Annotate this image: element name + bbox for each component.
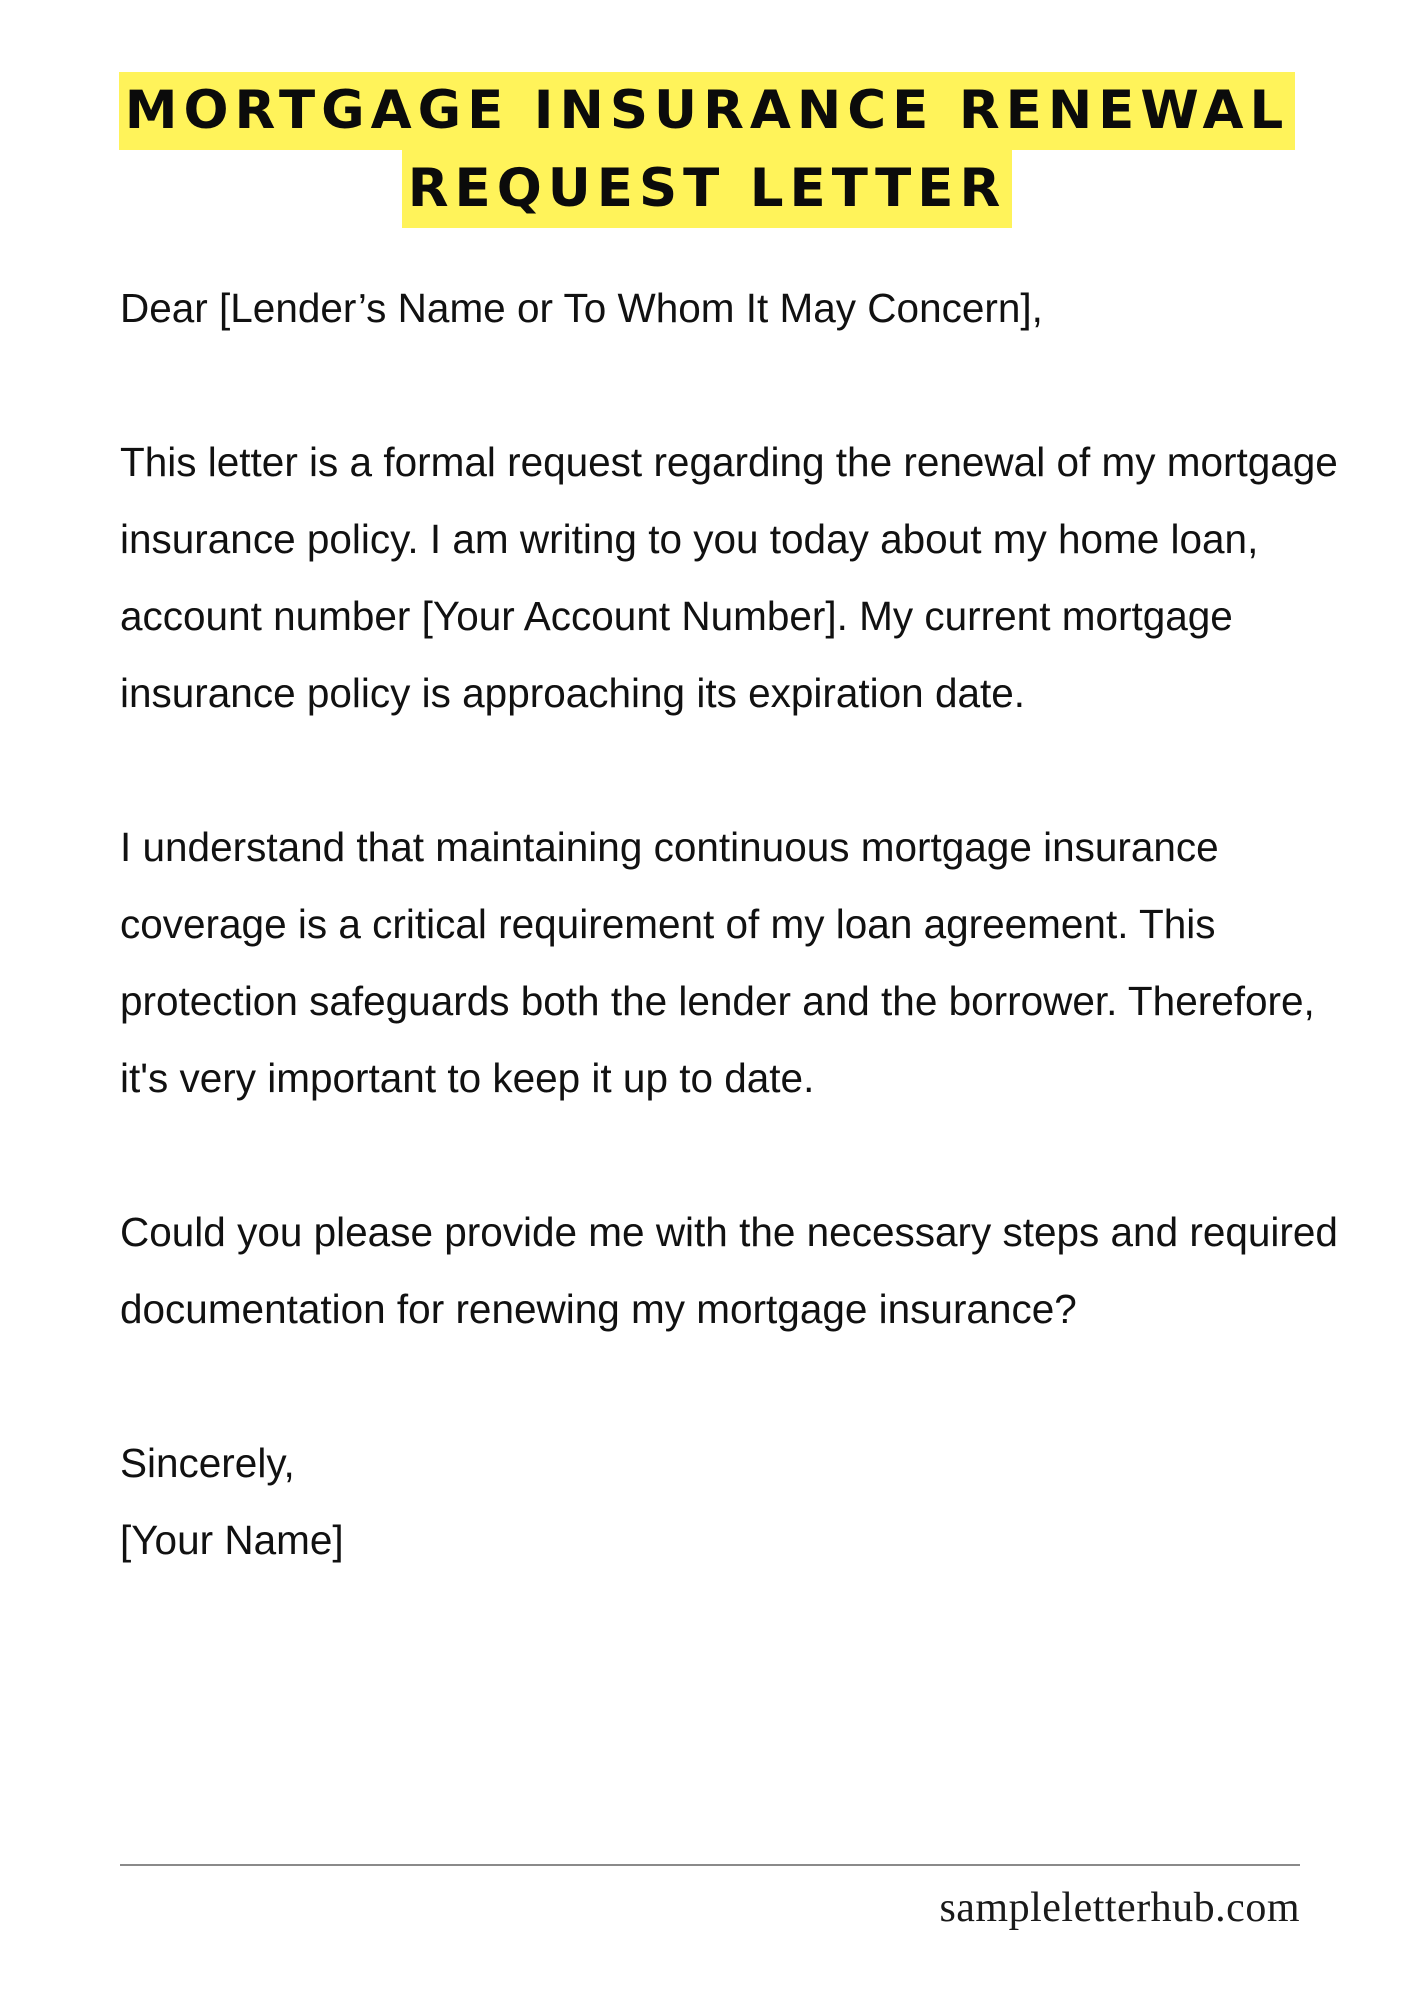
- paragraph-coverage: I understand that maintaining continuous mortgage insurance coverage is a critical requirement of my loan agreement. This protection safeguards both the lender and the borrower. Therefore, it's very important to keep it up to date.: [120, 824, 1315, 1101]
- letter-body: [120, 270, 1360, 1579]
- paragraph-gap: [120, 1348, 1360, 1425]
- letter-title: [0, 72, 1414, 228]
- salutation: Dear [Lender’s Name or To Whom It May Concern],: [120, 285, 1043, 331]
- paragraph-gap: [120, 1117, 1360, 1194]
- title-line-1: MORTGAGE INSURANCE RENEWAL: [119, 72, 1296, 150]
- paragraph-request: This letter is a formal request regarding the renewal of my mortgage insurance policy. I am writing to you today about my home loan, account number [Your Account Number]. My current mortgage insurance policy is approaching its expiration date.: [120, 439, 1338, 716]
- paragraph-gap: [120, 347, 1360, 424]
- signature-placeholder: [Your Name]: [120, 1517, 344, 1563]
- closing: Sincerely,: [120, 1440, 295, 1486]
- footer-divider: [120, 1864, 1300, 1866]
- paragraph-gap: [120, 732, 1360, 809]
- paragraph-steps: Could you please provide me with the necessary steps and required documentation for renewing my mortgage insurance?: [120, 1209, 1338, 1332]
- title-line-2: REQUEST LETTER: [402, 150, 1013, 228]
- footer-website: sampleletterhub.com: [939, 1885, 1300, 1931]
